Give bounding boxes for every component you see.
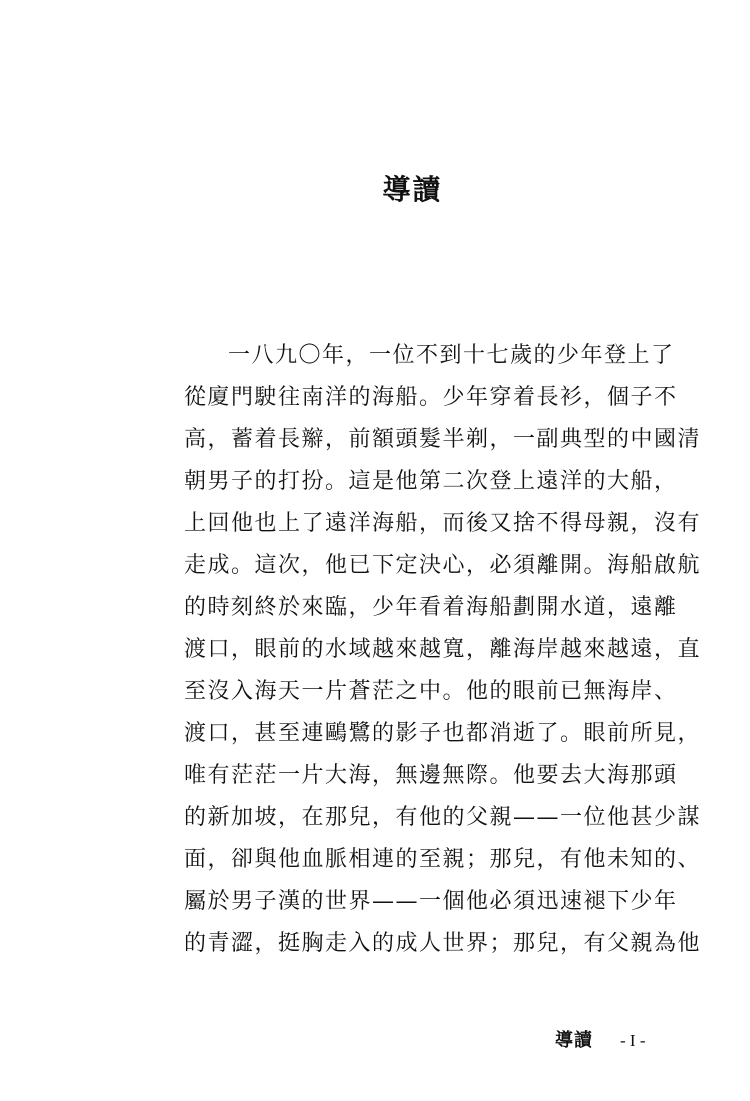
paragraph-line: 一八九〇年，一位不到十七歲的少年登上了: [228, 343, 675, 368]
page-footer: [0, 1026, 750, 1056]
body-paragraph: [184, 335, 702, 965]
paragraph-line: 渡口，甚至連鷗鷺的影子也都消逝了。眼前所見，: [184, 721, 702, 746]
paragraph-line: 屬於男子漢的世界——一個他必須迅速褪下少年: [184, 889, 678, 914]
paragraph-line: 上回他也上了遠洋海船，而後又捨不得母親，沒有: [184, 511, 702, 536]
paragraph-line: 走成。這次，他已下定決心，必須離開。海船啟航: [184, 553, 702, 578]
paragraph-line: 朝男子的打扮。這是他第二次登上遠洋的大船，: [184, 469, 678, 494]
paragraph-line: 高，蓄着長辮，前額頭髮半剃，一副典型的中國清: [184, 427, 702, 452]
paragraph-line: 的青澀，挺胸走入的成人世界；那兒，有父親為他: [184, 931, 702, 956]
paragraph-line: 的新加坡，在那兒，有他的父親——一位他甚少謀: [184, 805, 702, 830]
paragraph-line: 唯有茫茫一片大海，無邊無際。他要去大海那頭: [184, 763, 678, 788]
page-title: 導讀: [382, 173, 443, 206]
page-number: - I -: [620, 1031, 646, 1050]
paragraph-line: 至沒入海天一片蒼茫之中。他的眼前已無海岸、: [184, 679, 678, 704]
paragraph-line: 渡口，眼前的水域越來越寬，離海岸越來越遠，直: [184, 637, 702, 662]
paragraph-line: 從廈門駛往南洋的海船。少年穿着長衫，個子不: [184, 385, 678, 410]
paragraph-line: 的時刻終於來臨，少年看着海船劃開水道，遠離: [184, 595, 678, 620]
paragraph-line: 面，卻與他血脈相連的至親；那兒，有他未知的、: [184, 847, 702, 872]
footer-section-title: 導讀: [555, 1030, 593, 1051]
